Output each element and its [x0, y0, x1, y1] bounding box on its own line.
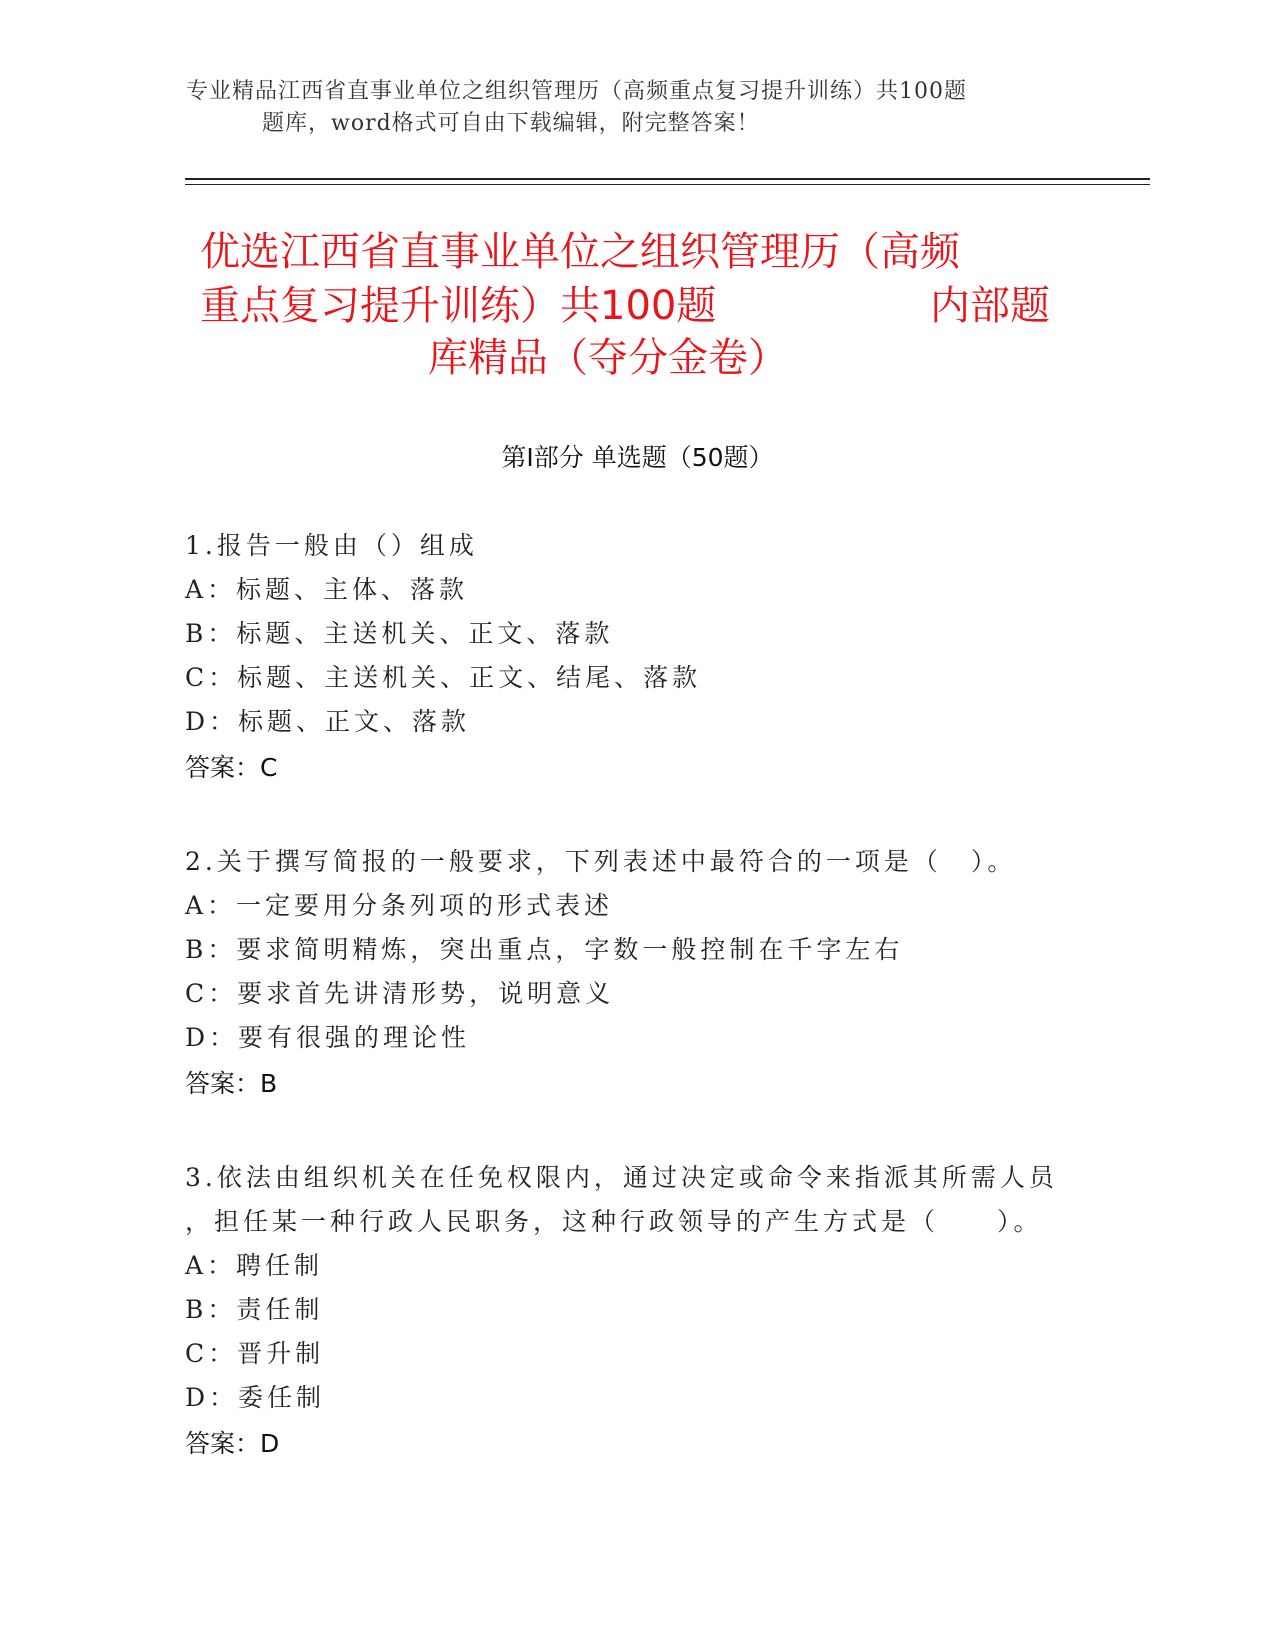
question-3-stem: 3.依法由组织机关在任免权限内，通过决定或命令来指派其所需人员 [185, 1163, 1058, 1192]
question-1-option-d: D：标题、正文、落款 [185, 707, 471, 736]
header-divider-thick [185, 178, 1150, 180]
question-2-stem: 2.关于撰写简报的一般要求，下列表述中最符合的一项是（ ）。 [185, 847, 1017, 876]
question-2-option-d: D：要有很强的理论性 [185, 1023, 471, 1052]
document-title-line-1: 优选江西省直事业单位之组织管理历（高频 [200, 229, 960, 275]
question-3-option-b: B：责任制 [185, 1295, 324, 1324]
section-title: 第Ⅰ部分 单选题（50题） [501, 443, 774, 472]
question-3-stem-continued: ，担任某一种行政人民职务，这种行政领导的产生方式是（ ）。 [185, 1207, 1043, 1236]
question-2-answer: 答案：B [185, 1069, 278, 1098]
question-1-answer: 答案：C [185, 753, 278, 782]
question-1-option-c: C：标题、主送机关、正文、结尾、落款 [185, 663, 702, 692]
document-title-line-2b: 内部题 [930, 283, 1050, 329]
question-2-option-b: B：要求简明精炼，突出重点，字数一般控制在千字左右 [185, 935, 904, 964]
document-title-line-3: 库精品（夺分金卷） [428, 335, 788, 381]
question-2-option-a: A：一定要用分条列项的形式表述 [185, 891, 614, 920]
question-3-option-a: A：聘任制 [185, 1251, 324, 1280]
question-1-stem: 1.报告一般由（）组成 [185, 531, 478, 560]
document-title-line-2a: 重点复习提升训练）共100题 [200, 283, 717, 329]
question-1-option-b: B：标题、主送机关、正文、落款 [185, 619, 614, 648]
header-text-line-2: 题库，word格式可自由下载编辑，附完整答案！ [262, 111, 760, 136]
header-divider-thin [185, 184, 1150, 185]
question-2-option-c: C：要求首先讲清形势，说明意义 [185, 979, 615, 1008]
question-3-answer: 答案：D [185, 1429, 280, 1458]
question-3-option-d: D：委任制 [185, 1383, 326, 1412]
question-3-option-c: C：晋升制 [185, 1339, 325, 1368]
header-text-line-1: 专业精品江西省直事业单位之组织管理历（高频重点复习提升训练）共100题 [186, 79, 967, 104]
question-1-option-a: A：标题、主体、落款 [185, 575, 469, 604]
